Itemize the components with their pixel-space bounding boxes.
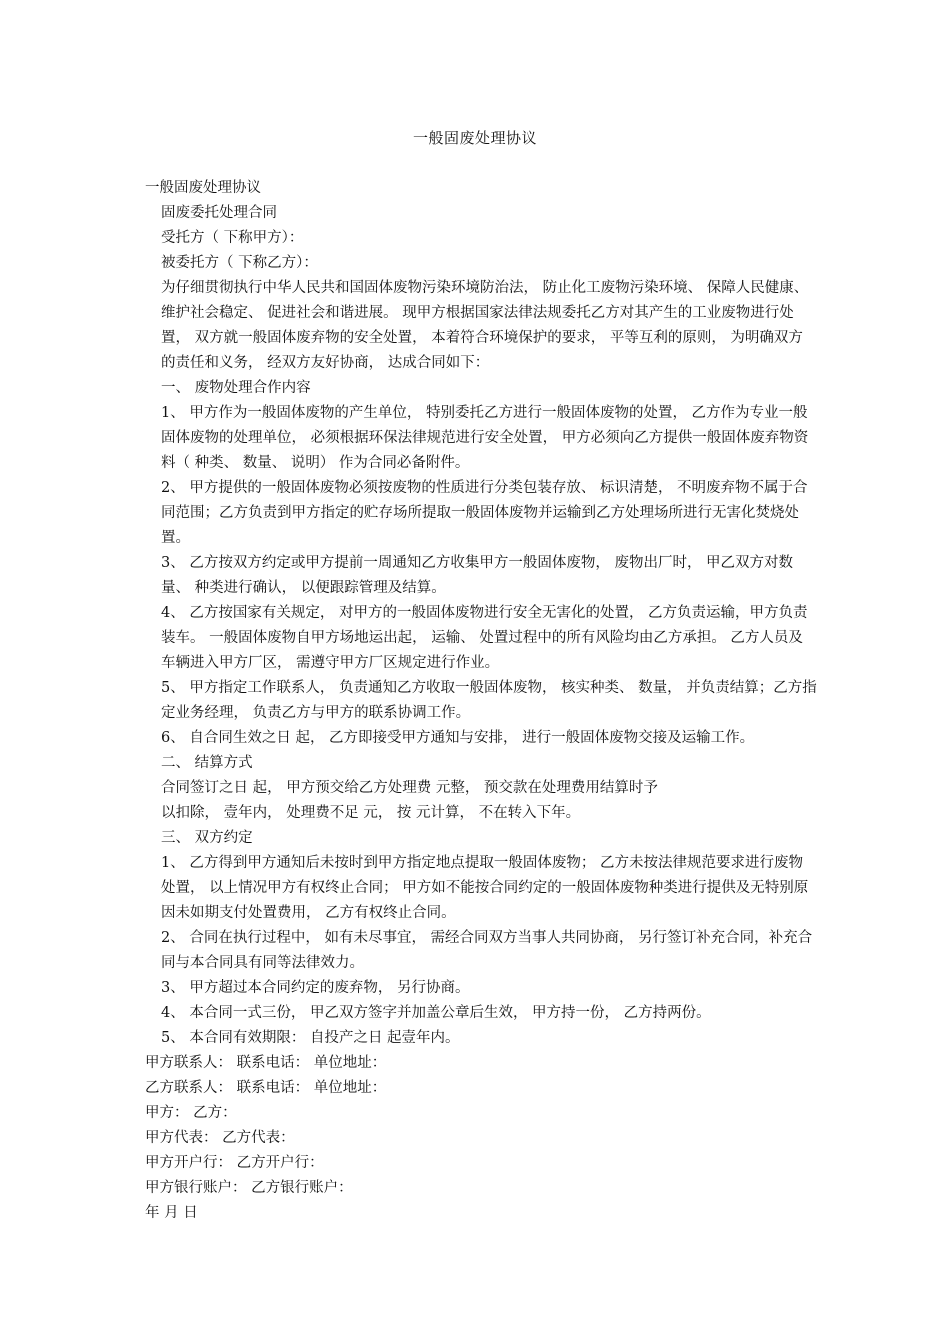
- clause-1-4: 4、 乙方按国家有关规定， 对甲方的一般固体废物进行安全无害化的处置， 乙方负责运输，甲方负责装车。 一般固体废物自甲方场地运出起， 运输、 处置过程中的所有风险均由乙方承担。 乙方人员及车辆进入甲方厂区， 需遵守甲方厂区规定进行作业。: [161, 605, 808, 671]
- clause-1-1: 1、 甲方作为一般固体废物的产生单位， 特别委托乙方进行一般固体废物的处置， 乙方作为专业一般固体废物的处理单位， 必须根据环保法律规范进行安全处置， 甲方必须向乙方提供一般固体废弃物资料（ 种类、 数量、 说明） 作为合同必备附件。: [161, 405, 809, 471]
- bank-names: 甲方开户行： 乙方开户行：: [145, 1155, 324, 1171]
- paragraph-subtitle: 固废委托处理合同: [161, 205, 277, 221]
- contact-party-a: 甲方联系人： 联系电话： 单位地址：: [145, 1055, 387, 1071]
- document-body: [145, 176, 817, 1226]
- clause-1-5: 5、 甲方指定工作联系人， 负责通知乙方收取一般固体废物， 核实种类、 数量， 并负责结算；乙方指定业务经理， 负责乙方与甲方的联系协调工作。: [161, 680, 817, 721]
- section-heading-3: 三、 双方约定: [161, 830, 253, 846]
- section-heading-2: 二、 结算方式: [161, 755, 253, 771]
- clause-1-3: 3、 乙方按双方约定或甲方提前一周通知乙方收集甲方一般固体废物， 废物出厂时， 甲乙双方对数量、 种类进行确认， 以便跟踪管理及结算。: [161, 555, 794, 596]
- contact-party-b: 乙方联系人： 联系电话： 单位地址：: [145, 1080, 387, 1096]
- paragraph-heading: 一般固废处理协议: [145, 180, 261, 196]
- paragraph-party-a: 受托方（ 下称甲方）：: [161, 230, 304, 246]
- clause-1-6: 6、 自合同生效之日 起， 乙方即接受甲方通知与安排， 进行一般固体废物交接及运输工作。: [161, 730, 755, 746]
- clause-3-2: 2、 合同在执行过程中， 如有未尽事宜， 需经合同双方当事人共同协商， 另行签订补充合同，补充合同与本合同具有同等法律效力。: [161, 930, 813, 971]
- clause-2-1b: 以扣除， 壹年内， 处理费不足 元， 按 元计算， 不在转入下年。: [161, 805, 581, 821]
- signature-representatives: 甲方代表： 乙方代表：: [145, 1130, 295, 1146]
- clause-3-3: 3、 甲方超过本合同约定的废弃物， 另行协商。: [161, 980, 470, 996]
- section-heading-1: 一、 废物处理合作内容: [161, 380, 311, 396]
- clause-3-5: 5、 本合同有效期限： 自投产之日 起壹年内。: [161, 1030, 460, 1046]
- clause-3-4: 4、 本合同一式三份， 甲乙双方签字并加盖公章后生效， 甲方持一份， 乙方持两份。: [161, 1005, 711, 1021]
- clause-3-1: 1、 乙方得到甲方通知后未按时到甲方指定地点提取一般固体废物； 乙方未按法律规范要求进行废物处置， 以上情况甲方有权终止合同； 甲方如不能按合同约定的一般固体废物种类进行提供及无特别原因未如期支付处置费用， 乙方有权终止合同。: [161, 855, 809, 921]
- clause-1-2: 2、 甲方提供的一般固体废物必须按废物的性质进行分类包装存放、 标识清楚， 不明废弃物不属于合同范围；乙方负责到甲方指定的贮存场所提取一般固体废物并运输到乙方处理场所进行无害化焚烧处置。: [161, 480, 808, 546]
- date-line: 年 月 日: [145, 1205, 198, 1221]
- paragraph-party-b: 被委托方（ 下称乙方）：: [161, 255, 318, 271]
- signature-parties: 甲方： 乙方：: [145, 1105, 237, 1121]
- document-title: 一般固废处理协议: [412, 129, 537, 147]
- bank-accounts: 甲方银行账户： 乙方银行账户：: [145, 1180, 353, 1196]
- paragraph-preamble: 为仔细贯彻执行中华人民共和国固体废物污染环境防治法， 防止化工废物污染环境、 保障人民健康、 维护社会稳定、 促进社会和谐进展。 现甲方根据国家法律法规委托乙方对其产生的工业废物进行处置， 双方就一般固体废弃物的安全处置， 本着符合环境保护的要求， 平等互利的原则， 为明确双方的责任和义务， 经双方友好协商， 达成合同如下：: [161, 280, 809, 371]
- clause-2-1a: 合同签订之日 起， 甲方预交给乙方处理费 元整， 预交款在处理费用结算时予: [161, 780, 658, 796]
